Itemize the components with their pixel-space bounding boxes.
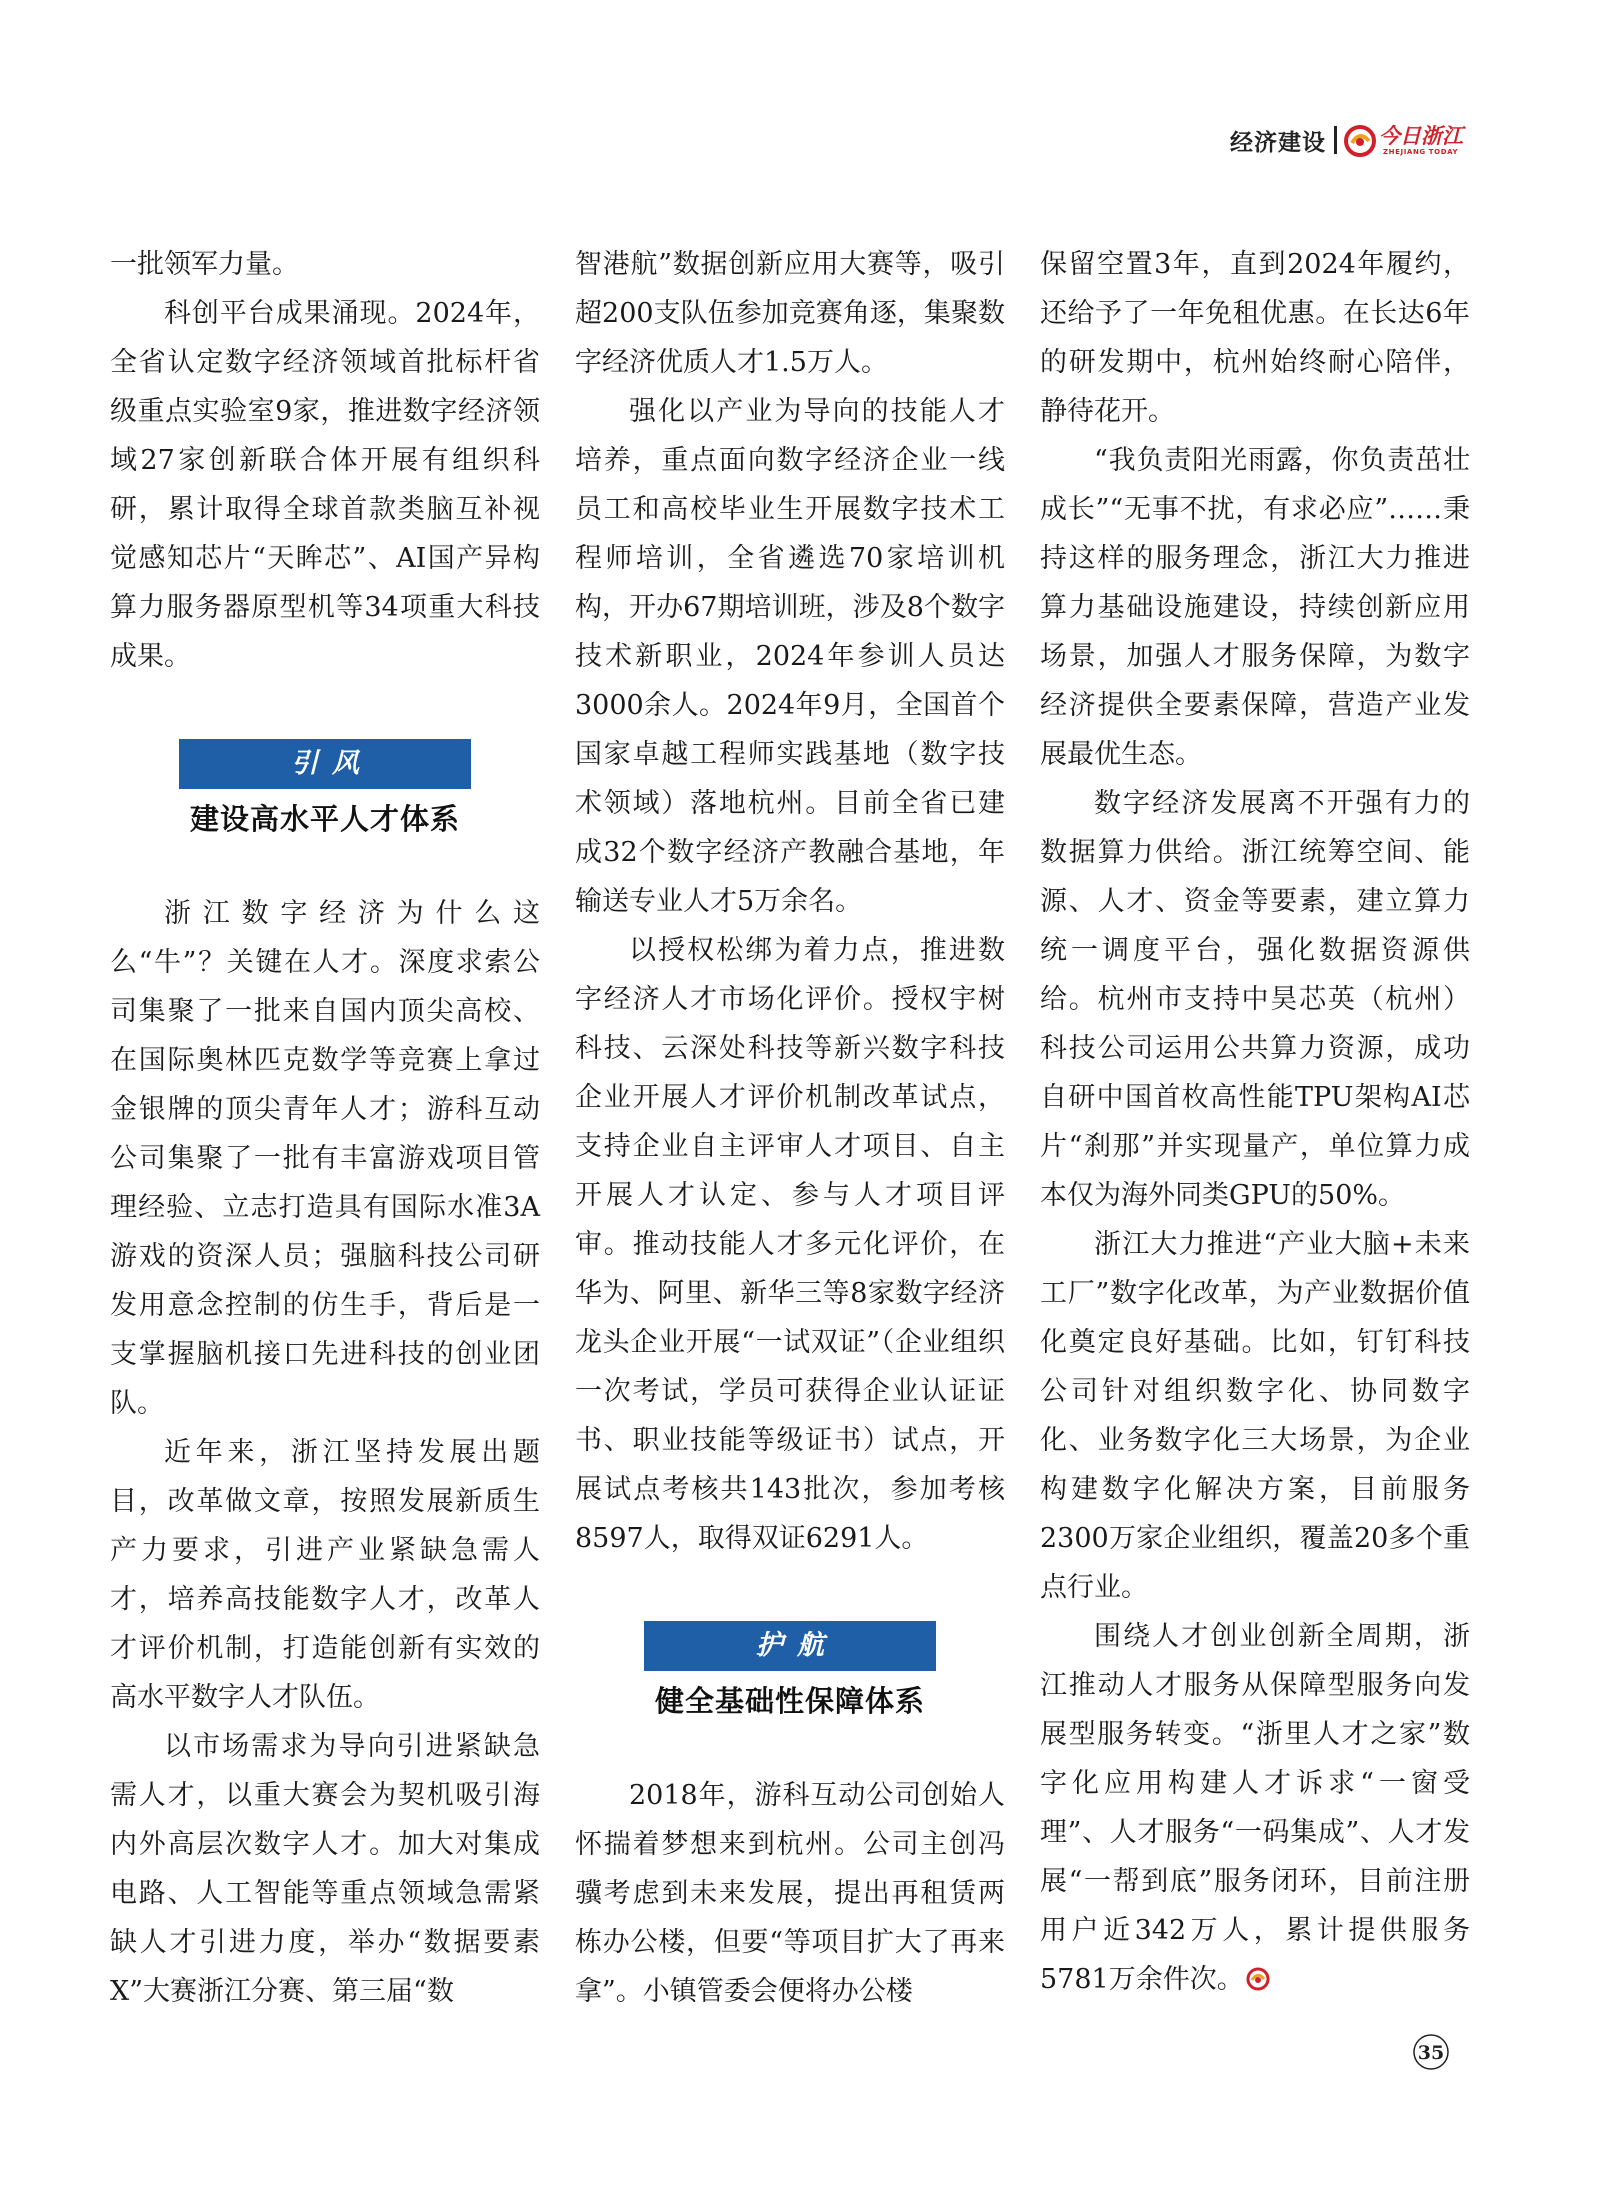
paragraph: 浙江大力推进“产业大脑+未来工厂”数字化改革，为产业数据价值化奠定良好基础。比如，钉钉科技公司针对组织数字化、协同数字化、业务数字化三大场景，为企业构建数字化解决方案，目前服务2300万家企业组织，覆盖20多个重点行业。 (1040, 1229, 1470, 1603)
paragraph: 以授权松绑为着力点，推进数字经济人才市场化评价。授权宇树科技、云深处科技等新兴数字科技企业开展人才评价机制改革试点，支持企业自主评审人才项目、自主开展人才认定、参与人才项目评审。推动技能人才多元化评价，在华为、阿里、新华三等8家数字经济龙头企业开展“一试双证”（企业组织一次考试，学员可获得企业认证证书、职业技能等级证书）试点，开展试点考核共143批次，参加考核8597人，取得双证6291人。 (575, 935, 1005, 1554)
section-heading-support (575, 1621, 1005, 1723)
logo-subtitle: ZHEJIANG TODAY (1383, 148, 1459, 156)
paragraph: “我负责阳光雨露，你负责茁壮成长”“无事不扰，有求必应”……秉持这样的服务理念，浙江大力推进算力基础设施建设，持续创新应用场景，加强人才服务保障，为数字经济提供全要素保障，营造产业发展最优生态。 (1040, 445, 1470, 770)
magazine-logo (1343, 118, 1473, 164)
paragraph: 以市场需求为导向引进紧缺急需人才，以重大赛会为契机吸引海内外高层次数字人才。加大对集成电路、人工智能等重点领域急需紧缺人才引进力度，举办“数据要素X”大赛浙江分赛、第三届“数 (110, 1731, 540, 2007)
paragraph-text: 围绕人才创业创新全周期，浙江推动人才服务从保障型服务向发展型服务转变。“浙里人才之家”数字化应用构建人才诉求“一窗受理”、人才服务“一码集成”、人才发展“一帮到底”服务闭环，目前注册用户近342万人，累计提供服务5781万余件次。 (1040, 1621, 1470, 1995)
paragraph: 一批领军力量。 (110, 249, 299, 280)
page-header (1230, 118, 1480, 164)
header-divider (1334, 126, 1337, 154)
paragraph: 强化以产业为导向的技能人才培养，重点面向数字经济企业一线员工和高校毕业生开展数字技术工程师培训，全省遴选70家培训机构，开办67期培训班，涉及8个数字技术新职业，2024年参训人员达3000余人。2024年9月，全国首个国家卓越工程师实践基地（数字技术领域）落地杭州。目前全省已建成32个数字经济产教融合基地，年输送专业人才5万余名。 (575, 396, 1005, 917)
paragraph: 保留空置3年，直到2024年履约，还给予了一年免租优惠。在长达6年的研发期中，杭州始终耐心陪伴，静待花开。 (1040, 249, 1470, 427)
paragraph: 2018年，游科互动公司创始人怀揣着梦想来到杭州。公司主创冯骥考虑到未来发展，提出再租赁两栋办公楼，但要“等项目扩大了再来拿”。小镇管委会便将办公楼 (575, 1780, 1005, 2007)
section-label: 经济建设 (1230, 130, 1326, 156)
paragraph: 科创平台成果涌现。2024年，全省认定数字经济领域首批标杆省级重点实验室9家，推进数字经济领域27家创新联合体开展有组织科研，累计取得全球首款类脑互补视觉感知芯片“天眸芯”、AI国产异构算力服务器原型机等34项重大科技成果。 (110, 298, 540, 672)
page-number-text: 35 (1417, 2042, 1445, 2064)
page-number (1412, 2033, 1450, 2071)
column-3 (1040, 240, 1470, 2004)
section-band: 引风 (179, 739, 471, 789)
section-heading-talent (110, 739, 540, 841)
column-1 (110, 240, 540, 2016)
logo-name: 今日浙江 (1379, 124, 1463, 148)
paragraph: 近年来，浙江坚持发展出题目，改革做文章，按照发展新质生产力要求，引进产业紧缺急需人才，培养高技能数字人才，改革人才评价机制，打造能创新有实效的高水平数字人才队伍。 (110, 1437, 540, 1713)
section-title: 健全基础性保障体系 (654, 1684, 925, 1718)
paragraph: 智港航”数据创新应用大赛等，吸引超200支队伍参加竞赛角逐，集聚数字经济优质人才1.5万人。 (575, 249, 1005, 378)
logo-swirl-icon (1343, 124, 1377, 158)
column-2 (575, 240, 1005, 2016)
paragraph-last (1040, 1612, 1470, 2004)
paragraph: 浙江数字经济为什么这么“牛”？关键在人才。深度求索公司集聚了一批来自国内顶尖高校、在国际奥林匹克数学等竞赛上拿过金银牌的顶尖青年人才；游科互动公司集聚了一批有丰富游戏项目管理经验、立志打造具有国际水准3A游戏的资深人员；强脑科技公司研发用意念控制的仿生手，背后是一支掌握脑机接口先进科技的创业团队。 (110, 898, 540, 1419)
section-title: 建设高水平人才体系 (189, 802, 460, 836)
section-band: 护航 (644, 1621, 936, 1671)
paragraph: 数字经济发展离不开强有力的数据算力供给。浙江统筹空间、能源、人才、资金等要素，建立算力统一调度平台，强化数据资源供给。杭州市支持中昊芯英（杭州）科技公司运用公共算力资源，成功自研中国首枚高性能TPU架构AI芯片“刹那”并实现量产，单位算力成本仅为海外同类GPU的50%。 (1040, 788, 1470, 1211)
article-end-icon (1246, 1967, 1270, 1991)
